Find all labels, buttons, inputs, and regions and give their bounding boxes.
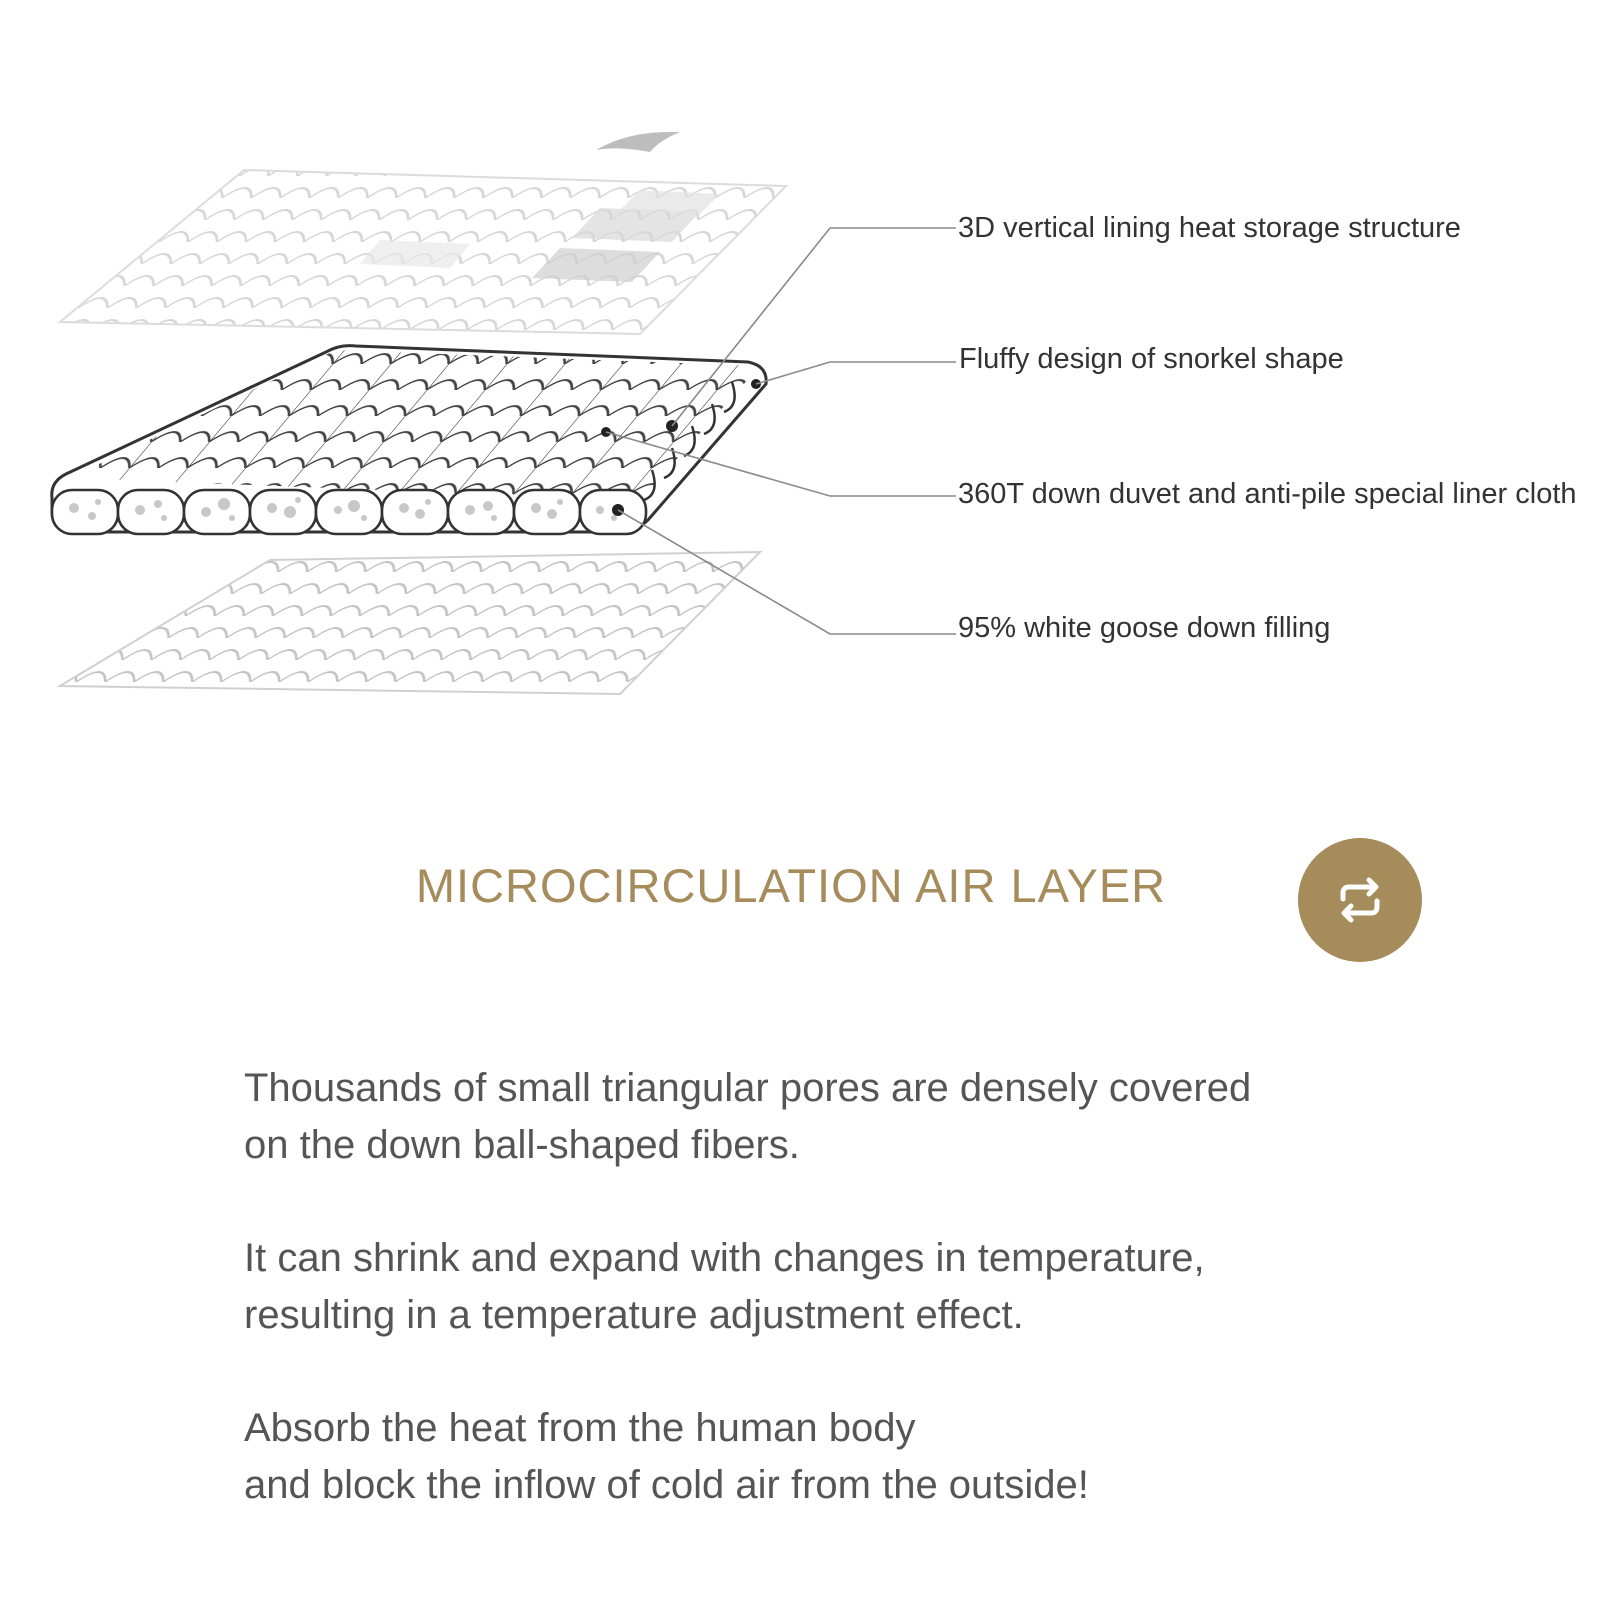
paragraph-line: Thousands of small triangular pores are densely covered	[244, 1066, 1252, 1110]
callout-label-goose-down: 95% white goose down filling	[958, 612, 1331, 644]
paragraph-pores	[244, 1060, 1444, 1174]
callout-label-liner-cloth: 360T down duvet and anti-pile special liner cloth	[958, 478, 1577, 510]
callout-label-snorkel-design: Fluffy design of snorkel shape	[959, 343, 1344, 375]
callout-label-lining-structure: 3D vertical lining heat storage structure	[958, 212, 1461, 244]
paragraph-line: on the down ball-shaped fibers.	[244, 1123, 800, 1167]
paragraph-temperature	[244, 1230, 1444, 1344]
paragraph-line: Absorb the heat from the human body	[244, 1406, 916, 1450]
cycle-badge	[1298, 838, 1422, 962]
paragraph-line: resulting in a temperature adjustment effect.	[244, 1293, 1024, 1337]
duvet-layers-illustration	[0, 0, 1600, 760]
paragraph-heat	[244, 1400, 1444, 1514]
top-fabric-layer	[60, 170, 786, 334]
cycle-arrows-icon	[1329, 869, 1391, 931]
bottom-fabric-layer	[60, 552, 760, 694]
paragraph-line: and block the inflow of cold air from the outside!	[244, 1463, 1089, 1507]
middle-duvet-layer	[52, 346, 766, 534]
section-title-text: MICROCIRCULATION AIR LAYER	[415, 859, 1167, 912]
paragraph-line: It can shrink and expand with changes in temperature,	[244, 1236, 1205, 1280]
description-text	[244, 1060, 1444, 1570]
top-fabric-fragment	[596, 132, 680, 152]
